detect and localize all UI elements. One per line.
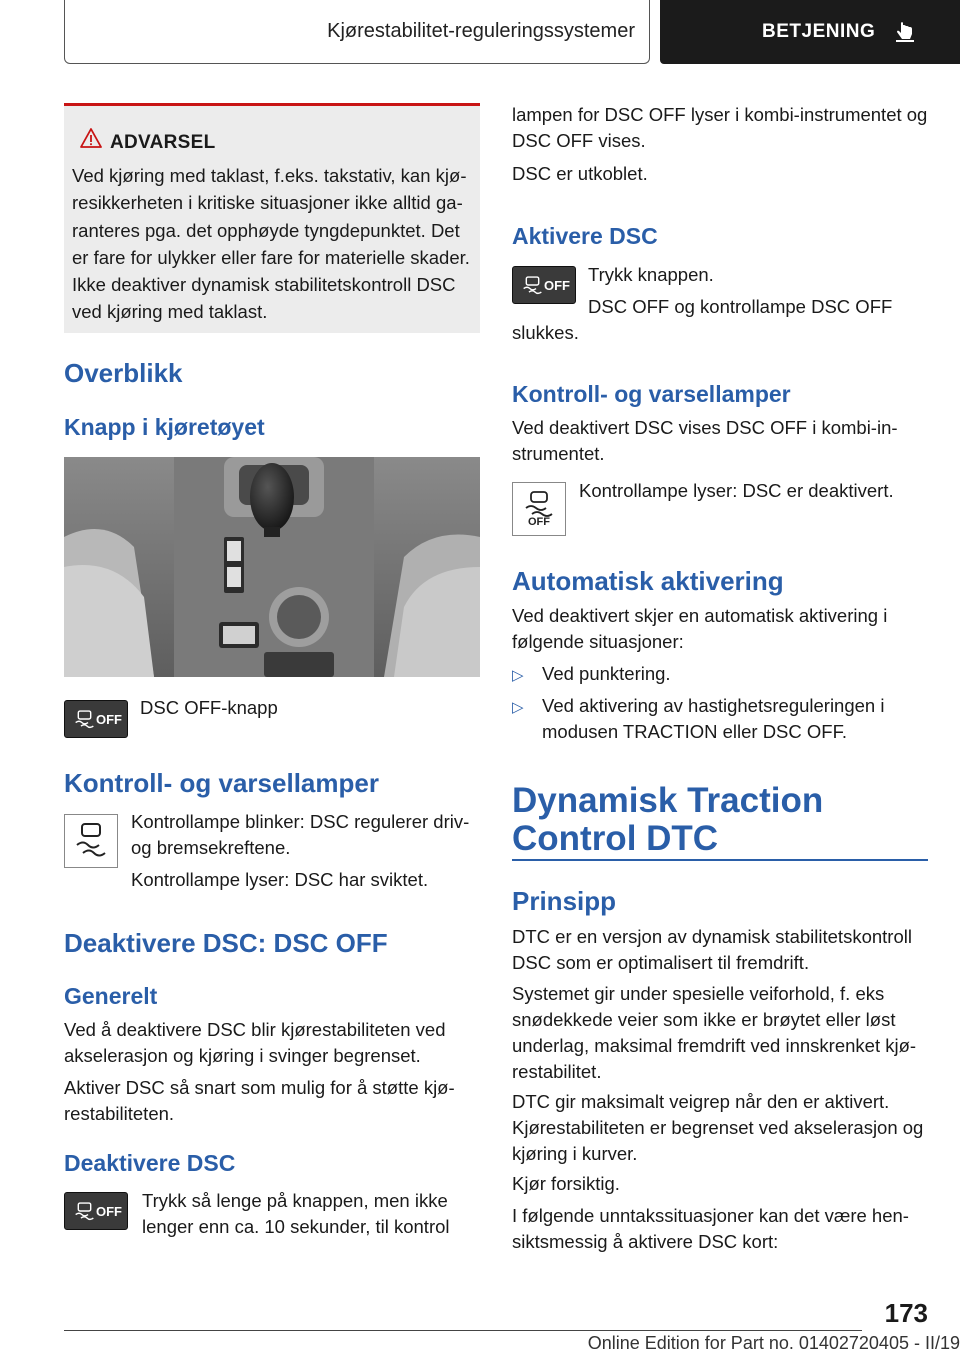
button-heading: Knapp i kjøretøyet bbox=[64, 414, 265, 440]
dsc-off-button-icon bbox=[64, 700, 128, 738]
list-item bbox=[512, 693, 928, 745]
chapter-tab bbox=[660, 0, 960, 64]
lamps-heading: Kontroll- og varsellamper bbox=[64, 768, 379, 798]
general-heading: Generelt bbox=[64, 983, 158, 1009]
general-text-2: Aktiver DSC så snart som mulig for å støtte kjørestabiliteten. bbox=[64, 1077, 455, 1124]
principle-text-2: Systemet gir under spesielle veiforhold, f. eks snødekkede veier som ikke er brøytet eller løst underlag, maksimal fremdrift ved innskrenket kjørestabilitet. bbox=[512, 983, 917, 1082]
footer-text: Online Edition for Part no. 01402720405 - II/19 bbox=[587, 1333, 960, 1353]
deactivate-dsc-text: Trykk så lenge på knappen, men ikke lenger enn ca. 10 sekunder, til kontrol bbox=[142, 1190, 450, 1237]
car-skid-icon bbox=[521, 274, 544, 296]
activate-text-1: Trykk knappen. bbox=[588, 264, 714, 285]
bullet-triangle-icon: ▷ bbox=[512, 667, 524, 684]
activate-heading: Aktivere DSC bbox=[512, 223, 658, 249]
dsc-off-lamp-icon bbox=[512, 482, 566, 536]
auto-activation-heading: Automatisk aktivering bbox=[512, 566, 784, 596]
list-item-text: Ved punktering. bbox=[542, 663, 671, 684]
lamps-text-1: Kontrollampe blinker: DSC regulerer driv- og bremsekreftene. bbox=[131, 811, 470, 858]
warning-text: Ved kjøring med taklast, f.eks. takstativ, kan kjøresikkerheten i kritiske situasjoner ikke alltid garanteres pga. det opphøyde tyngdepunktet. Det er fare for ulykker eller fare for materielle skader. Ikke deaktiver dynamisk stabilitetskontroll DSC ved kjøring med taklast. bbox=[72, 165, 470, 323]
list-item-text: Ved aktivering av hastighetsreguleringen i modusen TRACTION eller DSC OFF. bbox=[542, 695, 885, 742]
deactivate-dsc-heading: Deaktivere DSC bbox=[64, 1150, 236, 1176]
lamps-text-2: Kontrollampe lyser: DSC har sviktet. bbox=[131, 869, 429, 890]
principle-heading: Prinsipp bbox=[512, 886, 617, 916]
overview-heading: Overblikk bbox=[64, 358, 183, 388]
lamps2-text: Ved deaktivert DSC vises DSC OFF i kombi-instrumentet. bbox=[512, 417, 898, 464]
bullet-triangle-icon: ▷ bbox=[512, 699, 524, 716]
page-number: 173 bbox=[884, 1298, 928, 1328]
dsc-off-button-icon bbox=[64, 1192, 128, 1230]
deactivate-heading: Deaktivere DSC: DSC OFF bbox=[64, 928, 388, 958]
center-console-image bbox=[64, 457, 480, 677]
car-skid-icon bbox=[71, 821, 111, 861]
off-label: OFF bbox=[528, 515, 550, 528]
activate-text-2: DSC OFF og kontrollampe DSC OFF slukkes. bbox=[512, 296, 893, 343]
off-label: OFF bbox=[96, 1203, 122, 1219]
button-caption: DSC OFF-knapp bbox=[140, 697, 278, 718]
section-header bbox=[64, 0, 650, 64]
off-label: OFF bbox=[96, 711, 122, 727]
dsc-lamp-icon bbox=[64, 814, 118, 868]
continued-text-2: DSC er utkoblet. bbox=[512, 163, 648, 184]
principle-text-4: Kjør forsiktig. bbox=[512, 1173, 620, 1194]
continued-text-1: lampen for DSC OFF lyser i kombi-instrumentet og DSC OFF vises. bbox=[512, 104, 928, 151]
section-title: Kjørestabilitet-reguleringssystemer bbox=[327, 20, 635, 42]
principle-text-5: I følgende unntakssituasjoner kan det være hensiktsmessig å aktivere DSC kort: bbox=[512, 1205, 909, 1252]
car-skid-icon bbox=[73, 1200, 96, 1222]
auto-activation-text: Ved deaktivert skjer en automatisk aktivering i følgende situasjoner: bbox=[512, 605, 888, 652]
list-item bbox=[512, 661, 928, 689]
general-text-1: Ved å deaktivere DSC blir kjørestabiliteten ved akselerasjon og kjøring i svinger begrenset. bbox=[64, 1019, 446, 1066]
footer-divider bbox=[64, 1330, 862, 1331]
principle-text-1: DTC er en versjon av dynamisk stabilitetskontroll DSC som er optimalisert til fremdrift. bbox=[512, 926, 912, 973]
car-skid-icon bbox=[522, 491, 556, 517]
car-skid-icon bbox=[73, 708, 96, 730]
dtc-heading: Dynamisk Traction Control DTC bbox=[512, 781, 824, 858]
lamps2-icon-text: Kontrollampe lyser: DSC er deaktivert. bbox=[579, 480, 894, 501]
warning-triangle-icon bbox=[80, 128, 102, 148]
hand-pointer-icon bbox=[893, 20, 917, 44]
off-label: OFF bbox=[544, 277, 570, 293]
chapter-title: BETJENING bbox=[762, 21, 876, 42]
lamps2-heading: Kontroll- og varsellamper bbox=[512, 381, 791, 407]
warning-title: ADVARSEL bbox=[110, 132, 216, 153]
principle-text-3: DTC gir maksimalt veigrep når den er aktivert. Kjørestabiliteten er begrenset ved akselerasjon og kjøring i kurver. bbox=[512, 1091, 924, 1164]
dsc-button-photo bbox=[64, 457, 480, 677]
section-divider bbox=[512, 859, 928, 861]
